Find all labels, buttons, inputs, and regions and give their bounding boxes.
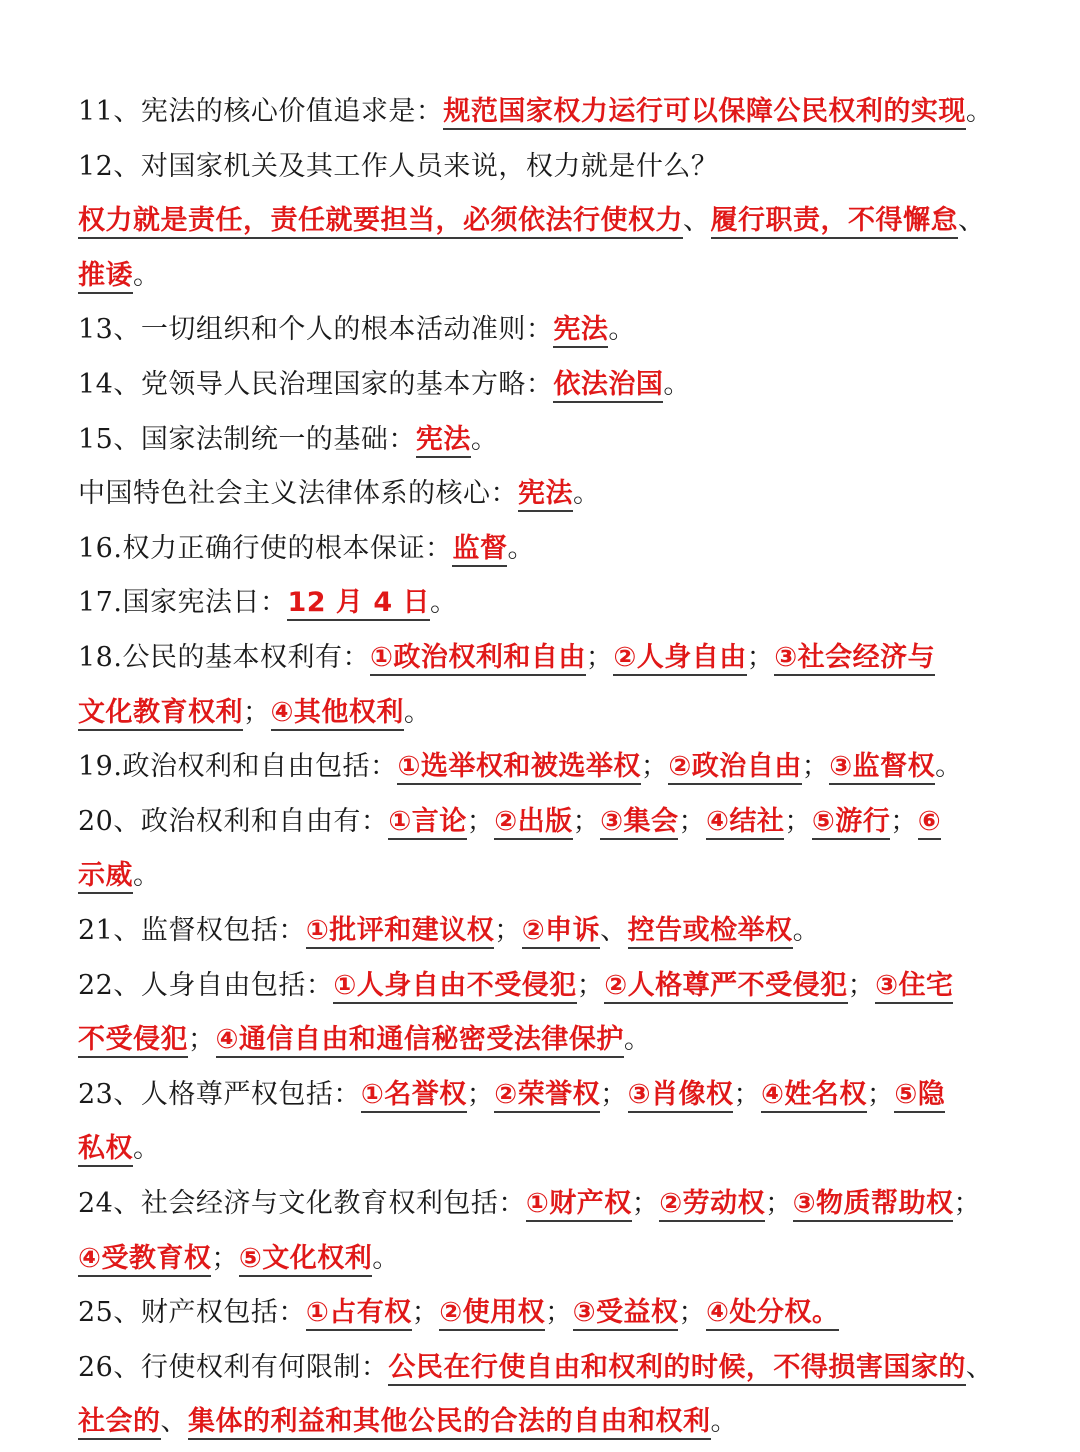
- text-line: [78, 1129, 1018, 1169]
- answer-text: ④通信自由和通信秘密受法律保护: [216, 1024, 624, 1058]
- answer-text: 依法治国: [553, 369, 663, 403]
- question-text: 、: [160, 1406, 188, 1437]
- answer-text: ③物质帮助权: [793, 1188, 954, 1222]
- text-line: [78, 856, 1018, 896]
- question-text: ；: [576, 970, 605, 1001]
- answer-text: ④处分权。: [706, 1297, 839, 1331]
- question-text: ；: [188, 1024, 216, 1055]
- answer-text: 社会的: [78, 1406, 161, 1440]
- question-text: ；: [243, 697, 271, 728]
- question-text: 14、党领导人民治理国家的基本方略：: [78, 369, 554, 400]
- answer-text: 履行职责，不得懈怠: [711, 205, 959, 239]
- answer-text: ①占有权: [306, 1297, 412, 1331]
- answer-text: 集体的利益和其他公民的合法的自由和权利: [188, 1406, 711, 1440]
- answer-text: ⑤隐: [894, 1079, 945, 1113]
- question-text: ；: [211, 1243, 239, 1274]
- answer-text: ②申诉: [522, 915, 600, 949]
- answer-text: ①人身自由不受侵犯: [333, 970, 576, 1004]
- text-line: [78, 529, 1018, 569]
- question-text: ；: [411, 1297, 440, 1328]
- question-text: 。: [403, 697, 432, 728]
- question-text: ；: [847, 970, 876, 1001]
- question-text: ；: [678, 1297, 706, 1328]
- answer-text: ②人身自由: [613, 642, 746, 676]
- question-text: ；: [600, 1079, 628, 1110]
- question-text: 。: [470, 424, 499, 455]
- text-line: [78, 638, 1018, 678]
- question-text: 12、对国家机关及其工作人员来说，权力就是什么？: [78, 151, 719, 182]
- answer-text: 控告或检举权: [628, 915, 793, 949]
- question-text: ；: [890, 806, 918, 837]
- question-text: 。: [507, 533, 535, 564]
- answer-text: ④受教育权: [78, 1243, 211, 1277]
- question-text: 、: [965, 1352, 994, 1383]
- answer-text: 宪法: [553, 314, 608, 348]
- question-text: 16.权力正确行使的根本保证：: [78, 533, 453, 564]
- question-text: ；: [466, 806, 495, 837]
- answer-text: ③受益权: [573, 1297, 679, 1331]
- text-line: [78, 1348, 1018, 1388]
- question-text: 。: [133, 1133, 161, 1164]
- text-line: [78, 474, 1018, 514]
- text-line: [78, 256, 1018, 296]
- text-line: [78, 1402, 1018, 1442]
- question-text: ；: [572, 806, 601, 837]
- question-text: 22、人身自由包括：: [78, 970, 334, 1001]
- question-text: 。: [573, 478, 601, 509]
- answer-text: 示威: [78, 860, 133, 894]
- answer-text: ④姓名权: [761, 1079, 867, 1113]
- answer-text: 规范国家权力运行可以保障公民权利的实现: [443, 96, 966, 130]
- question-text: 。: [710, 1406, 738, 1437]
- text-line: [78, 1075, 1018, 1115]
- text-line: [78, 310, 1018, 350]
- answer-text: ①财产权: [526, 1188, 632, 1222]
- answer-text: ③监督权: [829, 751, 935, 785]
- answer-text: ①言论: [388, 806, 466, 840]
- question-text: ；: [640, 751, 669, 782]
- answer-text: ⑤游行: [812, 806, 890, 840]
- question-text: 。: [430, 587, 458, 618]
- question-text: 20、政治权利和自由有：: [78, 806, 389, 837]
- question-text: 19.政治权利和自由包括：: [78, 751, 398, 782]
- text-line: [78, 802, 1018, 842]
- question-text: 18.公民的基本权利有：: [78, 642, 370, 673]
- answer-text: ③住宅: [875, 970, 953, 1004]
- text-line: [78, 365, 1018, 405]
- question-text: 。: [133, 860, 161, 891]
- answer-text: ②使用权: [439, 1297, 545, 1331]
- text-line: [78, 693, 1018, 733]
- question-text: 。: [623, 1024, 652, 1055]
- answer-text: ③肖像权: [628, 1079, 734, 1113]
- answer-text: ②荣誉权: [494, 1079, 600, 1113]
- question-text: 17.国家宪法日：: [78, 587, 288, 618]
- answer-text: ④其他权利: [271, 697, 404, 731]
- question-text: ；: [545, 1297, 573, 1328]
- answer-text: ⑤文化权利: [239, 1243, 372, 1277]
- answer-text: ⑥: [918, 806, 941, 840]
- text-line: [78, 420, 1018, 460]
- answer-text: 监督: [452, 533, 507, 567]
- answer-text: ①选举权和被选举权: [397, 751, 640, 785]
- answer-text: 12 月 4 日: [287, 587, 430, 621]
- question-text: 11、宪法的核心价值追求是：: [78, 96, 444, 127]
- text-line: [78, 201, 1018, 241]
- answer-text: ④结社: [706, 806, 784, 840]
- answer-text: ③社会经济与: [774, 642, 935, 676]
- question-text: 21、监督权包括：: [78, 915, 306, 946]
- question-text: 、: [683, 205, 711, 236]
- question-text: ；: [866, 1079, 895, 1110]
- question-text: 、: [958, 205, 986, 236]
- answer-text: ②劳动权: [659, 1188, 765, 1222]
- answer-text: 权力就是责任，责任就要担当，必须依法行使权力: [78, 205, 683, 239]
- text-line: [78, 1239, 1018, 1279]
- text-line: [78, 747, 1018, 787]
- question-text: 。: [965, 96, 994, 127]
- question-text: ；: [678, 806, 706, 837]
- question-text: ；: [494, 915, 522, 946]
- question-text: 26、行使权利有何限制：: [78, 1352, 389, 1383]
- answer-text: ②政治自由: [668, 751, 801, 785]
- answer-text: ②人格尊严不受侵犯: [604, 970, 847, 1004]
- question-text: ；: [733, 1079, 761, 1110]
- text-line: [78, 911, 1018, 951]
- answer-text: ①政治权利和自由: [370, 642, 586, 676]
- answer-text: 推诿: [78, 260, 133, 294]
- question-text: 15、国家法制统一的基础：: [78, 424, 416, 455]
- question-text: ；: [801, 751, 830, 782]
- answer-text: ③集会: [600, 806, 678, 840]
- question-text: ；: [466, 1079, 495, 1110]
- question-text: 。: [935, 751, 963, 782]
- question-text: 24、社会经济与文化教育权利包括：: [78, 1188, 526, 1219]
- question-text: 。: [663, 369, 691, 400]
- question-text: 。: [608, 314, 636, 345]
- answer-text: 宪法: [518, 478, 573, 512]
- question-text: 25、财产权包括：: [78, 1297, 306, 1328]
- question-text: 。: [792, 915, 821, 946]
- answer-text: ②出版: [494, 806, 572, 840]
- answer-text: 不受侵犯: [78, 1024, 188, 1058]
- answer-text: 文化教育权利: [78, 697, 243, 731]
- question-text: 、: [600, 915, 628, 946]
- question-text: ；: [953, 1188, 981, 1219]
- answer-text: ①名誉权: [361, 1079, 467, 1113]
- question-text: 中国特色社会主义法律体系的核心：: [78, 478, 518, 509]
- question-text: 。: [372, 1243, 400, 1274]
- answer-text: 私权: [78, 1133, 133, 1167]
- question-text: 13、一切组织和个人的根本活动准则：: [78, 314, 554, 345]
- question-text: 23、人格尊严权包括：: [78, 1079, 361, 1110]
- text-line: [78, 1293, 1018, 1333]
- answer-text: 宪法: [416, 424, 471, 458]
- text-line: [78, 583, 1018, 623]
- text-line: [78, 966, 1018, 1006]
- text-line: [78, 147, 1018, 187]
- question-text: ；: [585, 642, 614, 673]
- question-text: ；: [746, 642, 775, 673]
- text-line: [78, 1184, 1018, 1224]
- text-line: [78, 1020, 1018, 1060]
- question-text: ；: [784, 806, 812, 837]
- text-line: [78, 92, 1018, 132]
- answer-text: ①批评和建议权: [306, 915, 494, 949]
- answer-text: 公民在行使自由和权利的时候，不得损害国家的: [388, 1352, 966, 1386]
- question-text: ；: [765, 1188, 793, 1219]
- question-text: ；: [631, 1188, 660, 1219]
- question-text: 。: [133, 260, 161, 291]
